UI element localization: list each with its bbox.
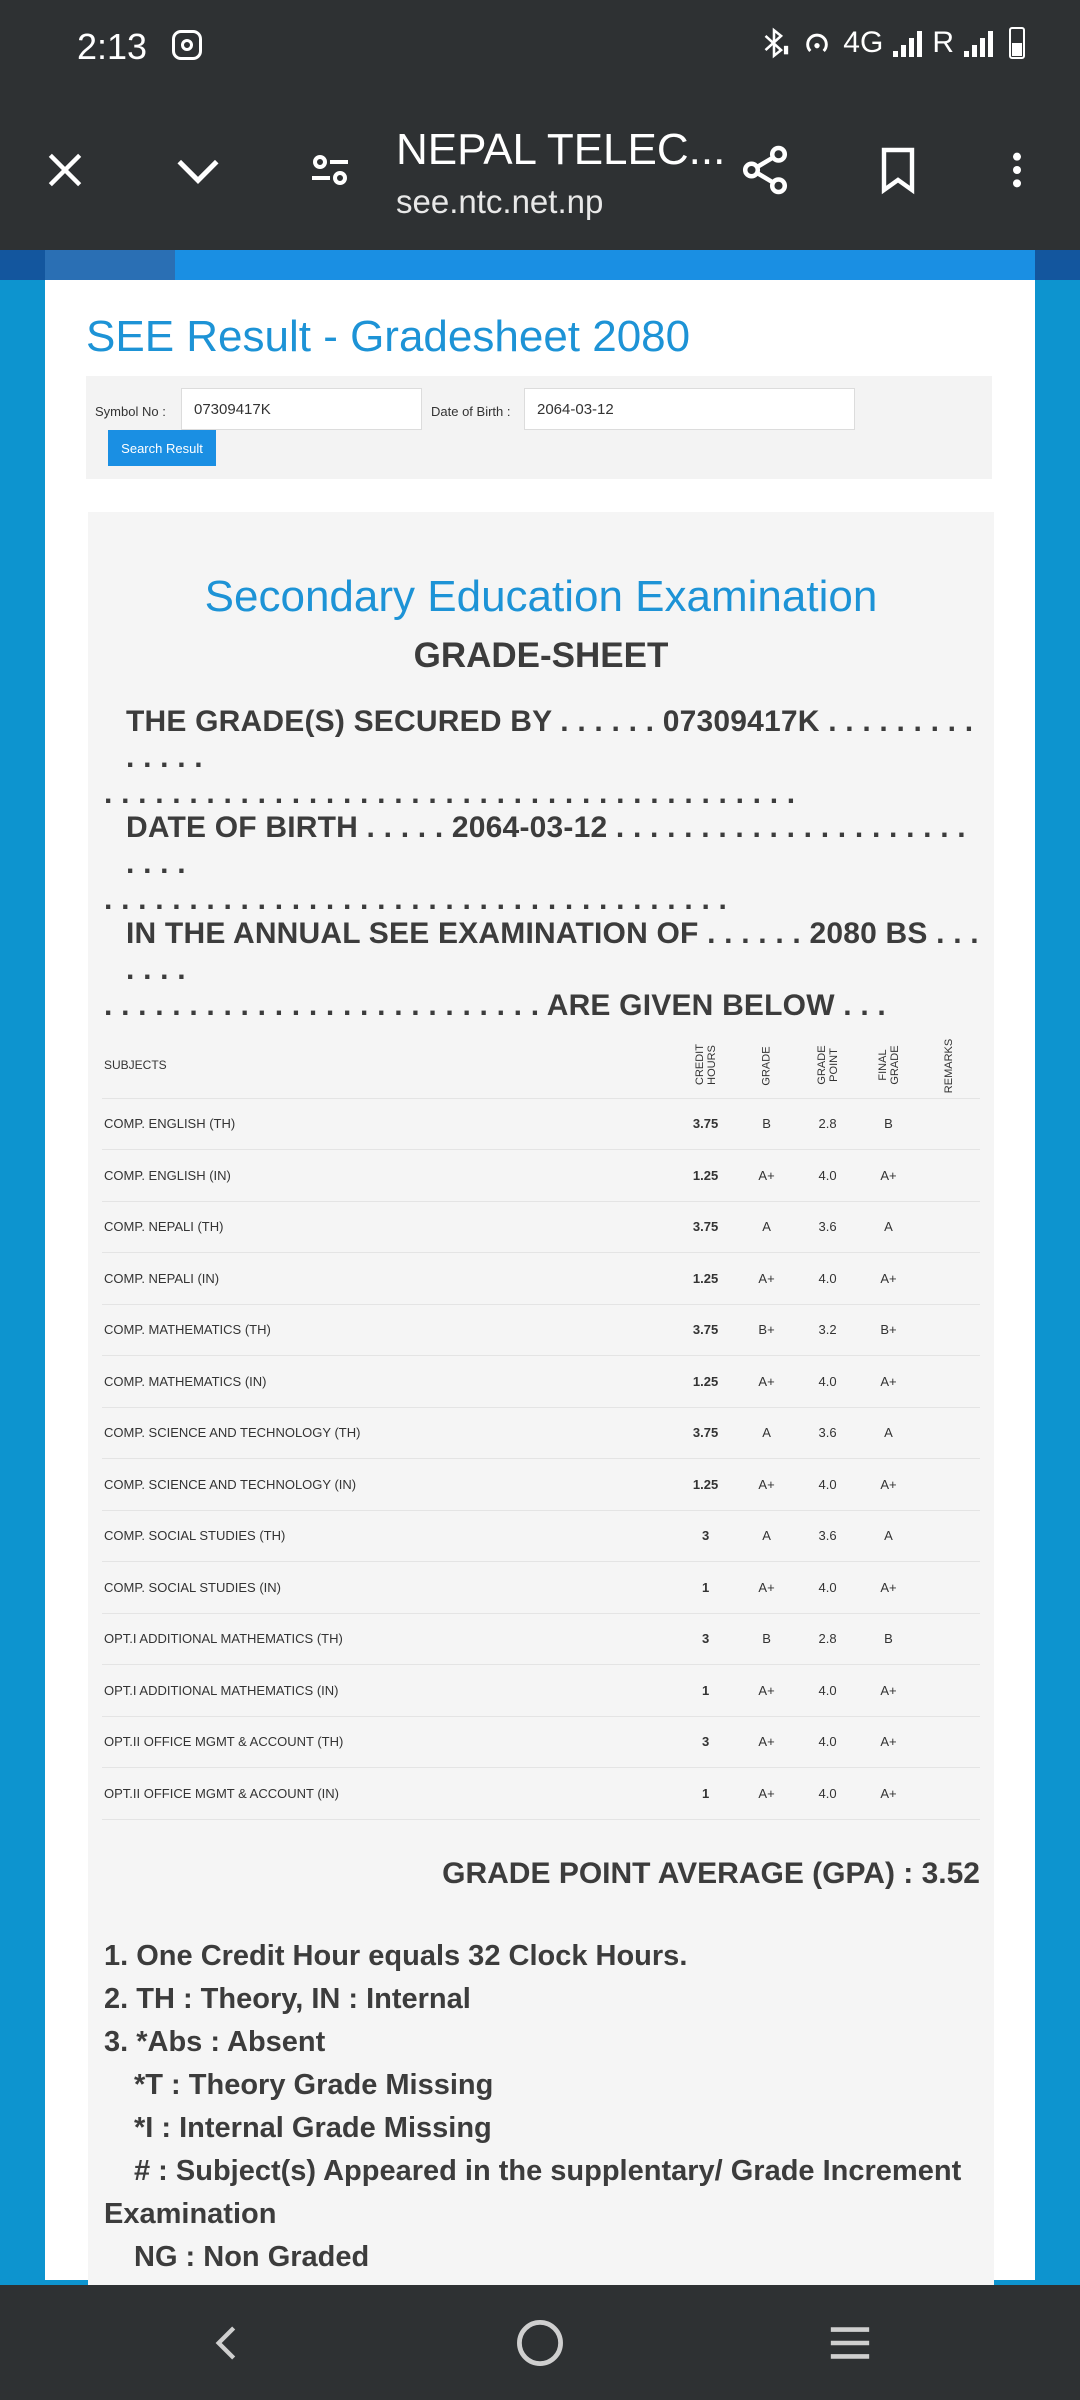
table-row <box>102 1407 980 1459</box>
notes <box>104 1935 984 2279</box>
grade-cell: A+ <box>736 1716 797 1768</box>
table-row <box>102 1098 980 1150</box>
signal-2-icon <box>964 29 993 57</box>
grade-point-cell: 4.0 <box>797 1253 858 1305</box>
remarks-cell <box>919 1459 980 1511</box>
bluetooth-icon <box>757 26 791 60</box>
close-icon[interactable] <box>35 140 95 200</box>
final-grade-cell: A+ <box>858 1716 919 1768</box>
credit-hours-cell: 1 <box>675 1768 736 1820</box>
instagram-notification-icon <box>172 30 202 60</box>
grade-cell: A+ <box>736 1253 797 1305</box>
grade-point-cell: 2.8 <box>797 1613 858 1665</box>
note-item: 1. One Credit Hour equals 32 Clock Hours. <box>104 1940 688 1972</box>
site-header-strip <box>0 250 1080 280</box>
browser-toolbar <box>0 95 1080 250</box>
dob-label: Date of Birth : <box>431 404 511 419</box>
remarks-cell <box>919 1407 980 1459</box>
status-bar <box>0 0 1080 95</box>
roaming-indicator: R <box>932 26 954 59</box>
page-title: SEE Result - Gradesheet 2080 <box>86 312 691 361</box>
table-row <box>102 1253 980 1305</box>
grades-table <box>102 1032 980 1820</box>
subject-cell: OPT.I ADDITIONAL MATHEMATICS (TH) <box>102 1613 675 1665</box>
web-content <box>0 250 1080 2285</box>
table-row <box>102 1201 980 1253</box>
final-grade-cell: A+ <box>858 1562 919 1614</box>
col-remarks: REMARKS <box>919 1032 980 1098</box>
recents-icon[interactable] <box>790 2285 910 2400</box>
remarks-cell <box>919 1150 980 1202</box>
table-header-row <box>102 1032 980 1098</box>
table-row <box>102 1510 980 1562</box>
table-row <box>102 1562 980 1614</box>
secured-by-line: THE GRADE(S) SECURED BY . . . . . . 07309417K . . . . . . . . . . . . . . . . . . . . . . . . . . . . . . . . . . . . . . . . . . . . . . . . . . . . . . . <box>104 705 974 810</box>
subject-cell: COMP. SCIENCE AND TECHNOLOGY (TH) <box>102 1407 675 1459</box>
col-grade: GRADE <box>736 1032 797 1098</box>
remarks-cell <box>919 1665 980 1717</box>
table-row <box>102 1613 980 1665</box>
credit-hours-cell: 3.75 <box>675 1304 736 1356</box>
more-vert-icon[interactable] <box>987 140 1047 200</box>
note-item: NG : Non Graded <box>134 2241 370 2273</box>
remarks-cell <box>919 1716 980 1768</box>
final-grade-cell: A+ <box>858 1253 919 1305</box>
table-row <box>102 1356 980 1408</box>
grade-point-cell: 4.0 <box>797 1356 858 1408</box>
col-grade-point: GRADE POINT <box>797 1032 858 1098</box>
grade-cell: A+ <box>736 1562 797 1614</box>
status-time: 2:13 <box>77 26 148 67</box>
dob-input[interactable]: 2064-03-12 <box>524 388 855 430</box>
grade-cell: A+ <box>736 1768 797 1820</box>
search-result-button[interactable]: Search Result <box>108 430 216 466</box>
table-row <box>102 1665 980 1717</box>
final-grade-cell: A+ <box>858 1459 919 1511</box>
grade-point-cell: 4.0 <box>797 1459 858 1511</box>
grade-cell: A <box>736 1510 797 1562</box>
status-icons <box>757 26 1025 60</box>
subject-cell: COMP. ENGLISH (TH) <box>102 1098 675 1150</box>
grade-point-cell: 3.6 <box>797 1510 858 1562</box>
grade-cell: A <box>736 1201 797 1253</box>
credit-hours-cell: 3 <box>675 1716 736 1768</box>
hotspot-icon <box>801 27 833 59</box>
final-grade-cell: B <box>858 1098 919 1150</box>
symbol-label: Symbol No : <box>95 404 166 419</box>
credit-hours-cell: 1.25 <box>675 1150 736 1202</box>
final-grade-cell: A+ <box>858 1768 919 1820</box>
grade-sheet <box>88 512 994 2285</box>
grade-cell: A+ <box>736 1150 797 1202</box>
final-grade-cell: A <box>858 1407 919 1459</box>
subject-cell: OPT.I ADDITIONAL MATHEMATICS (IN) <box>102 1665 675 1717</box>
subject-cell: COMP. MATHEMATICS (TH) <box>102 1304 675 1356</box>
signal-icon <box>893 29 922 57</box>
table-row <box>102 1459 980 1511</box>
final-grade-cell: A <box>858 1510 919 1562</box>
note-item: 3. *Abs : Absent <box>104 2026 326 2058</box>
credit-hours-cell: 1 <box>675 1665 736 1717</box>
credit-hours-cell: 1.25 <box>675 1356 736 1408</box>
credit-hours-cell: 1.25 <box>675 1253 736 1305</box>
page-settings-icon[interactable] <box>300 140 360 200</box>
subject-cell: OPT.II OFFICE MGMT & ACCOUNT (IN) <box>102 1768 675 1820</box>
remarks-cell <box>919 1098 980 1150</box>
table-row <box>102 1768 980 1820</box>
battery-icon <box>1009 27 1025 59</box>
subject-cell: COMP. SOCIAL STUDIES (TH) <box>102 1510 675 1562</box>
credit-hours-cell: 3 <box>675 1510 736 1562</box>
col-subjects: SUBJECTS <box>102 1032 675 1098</box>
grade-point-cell: 3.6 <box>797 1407 858 1459</box>
final-grade-cell: A+ <box>858 1665 919 1717</box>
browser-url[interactable]: see.ntc.net.np <box>396 183 604 220</box>
final-grade-cell: A+ <box>858 1356 919 1408</box>
grade-point-cell: 4.0 <box>797 1150 858 1202</box>
grade-cell: B <box>736 1613 797 1665</box>
browser-title[interactable]: NEPAL TELEC... <box>396 125 726 174</box>
remarks-cell <box>919 1253 980 1305</box>
col-final-grade: FINAL GRADE <box>858 1032 919 1098</box>
table-row <box>102 1304 980 1356</box>
note-item: *T : Theory Grade Missing <box>134 2069 494 2101</box>
final-grade-cell: B <box>858 1613 919 1665</box>
chevron-down-icon[interactable] <box>168 140 228 200</box>
search-form <box>86 376 992 479</box>
final-grade-cell: A <box>858 1201 919 1253</box>
subject-cell: COMP. MATHEMATICS (IN) <box>102 1356 675 1408</box>
network-type: 4G <box>843 26 884 59</box>
remarks-cell <box>919 1562 980 1614</box>
final-grade-cell: A+ <box>858 1150 919 1202</box>
grades-body <box>102 1098 980 1819</box>
home-icon[interactable] <box>480 2285 600 2400</box>
note-item: Examination <box>104 2198 277 2230</box>
exam-line: IN THE ANNUAL SEE EXAMINATION OF . . . . . . 2080 BS . . . . . . . . . . . . . . . . . . . . . . . . . . . . . . . . . ARE GIVEN BELOW . . . <box>104 917 979 1022</box>
grade-point-cell: 3.2 <box>797 1304 858 1356</box>
sheet-title: Secondary Education Examination <box>204 572 878 621</box>
grade-cell: A+ <box>736 1459 797 1511</box>
subject-cell: OPT.II OFFICE MGMT & ACCOUNT (TH) <box>102 1716 675 1768</box>
subject-cell: COMP. ENGLISH (IN) <box>102 1150 675 1202</box>
back-icon[interactable] <box>167 2285 287 2400</box>
subject-cell: COMP. SCIENCE AND TECHNOLOGY (IN) <box>102 1459 675 1511</box>
grade-point-cell: 4.0 <box>797 1665 858 1717</box>
remarks-cell <box>919 1201 980 1253</box>
subject-cell: COMP. NEPALI (TH) <box>102 1201 675 1253</box>
note-item: 2. TH : Theory, IN : Internal <box>104 1983 471 2015</box>
grade-cell: A+ <box>736 1665 797 1717</box>
col-credit-hours: CREDIT HOURS <box>675 1032 736 1098</box>
table-row <box>102 1716 980 1768</box>
credit-hours-cell: 3.75 <box>675 1098 736 1150</box>
remarks-cell <box>919 1768 980 1820</box>
credit-hours-cell: 1 <box>675 1562 736 1614</box>
remarks-cell <box>919 1510 980 1562</box>
navigation-bar <box>0 2285 1080 2400</box>
grade-cell: B <box>736 1098 797 1150</box>
grade-point-cell: 4.0 <box>797 1768 858 1820</box>
grade-point-cell: 4.0 <box>797 1716 858 1768</box>
grade-point-cell: 3.6 <box>797 1201 858 1253</box>
grade-point-cell: 4.0 <box>797 1562 858 1614</box>
grade-cell: B+ <box>736 1304 797 1356</box>
bookmark-icon[interactable] <box>868 140 928 200</box>
remarks-cell <box>919 1356 980 1408</box>
credit-hours-cell: 1.25 <box>675 1459 736 1511</box>
grade-point-cell: 2.8 <box>797 1098 858 1150</box>
result-panel <box>45 280 1035 2280</box>
table-row <box>102 1150 980 1202</box>
note-item: # : Subject(s) Appeared in the supplentary/ Grade Increment <box>134 2155 962 2187</box>
credit-hours-cell: 3.75 <box>675 1407 736 1459</box>
share-icon[interactable] <box>735 140 795 200</box>
sheet-subtitle: GRADE-SHEET <box>413 636 669 675</box>
remarks-cell <box>919 1613 980 1665</box>
symbol-number-input[interactable]: 07309417K <box>181 388 422 430</box>
credit-hours-cell: 3.75 <box>675 1201 736 1253</box>
grade-cell: A <box>736 1407 797 1459</box>
dob-line: DATE OF BIRTH . . . . . 2064-03-12 . . . . . . . . . . . . . . . . . . . . . . . . . . . . . . . . . . . . . . . . . . . . . . . . . . . . . . . . . . . . . . <box>104 811 966 916</box>
final-grade-cell: B+ <box>858 1304 919 1356</box>
grade-cell: A+ <box>736 1356 797 1408</box>
subject-cell: COMP. NEPALI (IN) <box>102 1253 675 1305</box>
remarks-cell <box>919 1304 980 1356</box>
subject-cell: COMP. SOCIAL STUDIES (IN) <box>102 1562 675 1614</box>
credit-hours-cell: 3 <box>675 1613 736 1665</box>
gpa-text: GRADE POINT AVERAGE (GPA) : 3.52 <box>442 1857 980 1890</box>
note-item: *I : Internal Grade Missing <box>134 2112 492 2144</box>
